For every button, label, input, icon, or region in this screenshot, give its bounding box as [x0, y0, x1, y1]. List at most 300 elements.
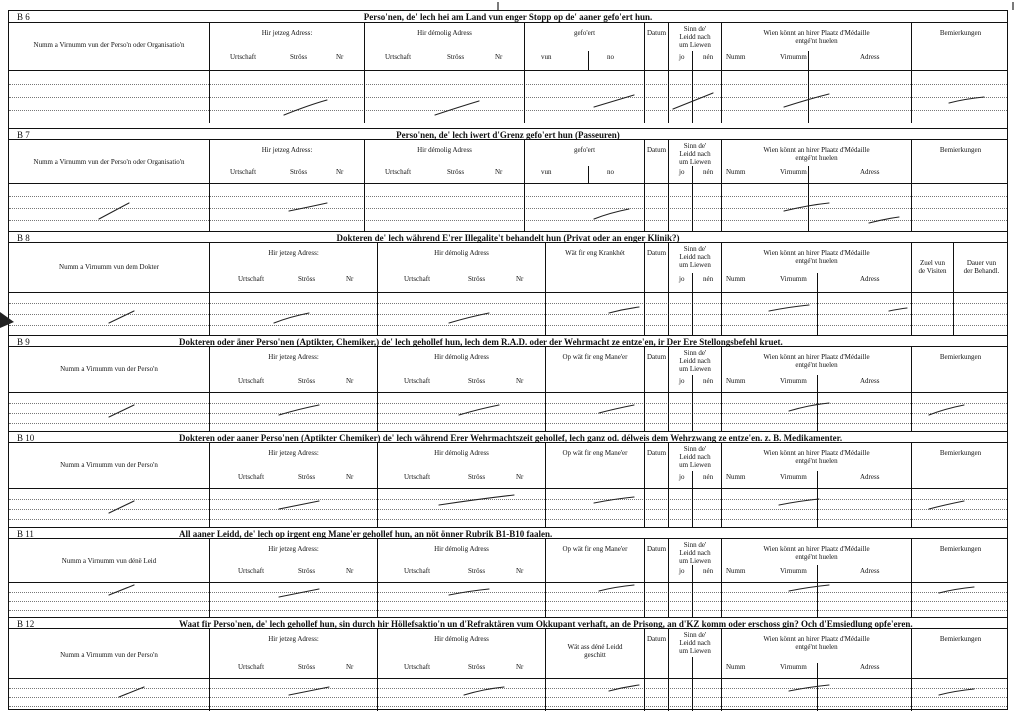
- section-header: [9, 527, 1007, 539]
- row-divider: [9, 403, 1007, 404]
- section-header: [9, 335, 1007, 347]
- bemierkungen-label: Bemierkungen: [939, 545, 982, 553]
- row-divider: [9, 706, 1007, 707]
- col-rule: [911, 71, 912, 123]
- wien-label-1: Wien könnt an hirer Plaatz d'Médaille: [763, 249, 870, 257]
- col-sinn: [668, 243, 721, 292]
- col-rule: [911, 489, 912, 527]
- col-rule: [209, 71, 210, 123]
- sinn-label-3: um Liewen: [679, 461, 711, 469]
- col-gefoert: [524, 23, 644, 70]
- sinn-label-2: Leidd nach: [679, 549, 711, 557]
- entry-rows: [9, 489, 1007, 527]
- col-name: [9, 140, 209, 183]
- col-rule: [644, 393, 645, 431]
- ortschaft-label: Urtschaft: [238, 663, 265, 671]
- row-divider: [9, 325, 1007, 326]
- col-dauer: [953, 243, 1009, 292]
- row-divider: [9, 208, 1007, 209]
- numm-label: Numm: [726, 275, 746, 283]
- jo-label: jo: [679, 168, 685, 176]
- col-addr-now: [209, 23, 364, 70]
- nr-label: Nr: [346, 567, 354, 575]
- col-rule: [668, 293, 669, 335]
- sinn-label-1: Sinn de': [683, 445, 707, 453]
- sinn-label-3: um Liewen: [679, 365, 711, 373]
- stross-label: Ströss: [298, 663, 316, 671]
- section-id: B 6: [17, 12, 30, 22]
- col-addr-now: [209, 347, 377, 392]
- entry-rows: [9, 393, 1007, 431]
- col-sinn: [668, 140, 721, 183]
- sinn-label-2: Leidd nach: [679, 253, 711, 261]
- addr-now-label: Hir jetzeg Adress:: [268, 449, 319, 457]
- nr-label: Nr: [346, 663, 354, 671]
- column-header-row: [9, 347, 1007, 393]
- section-header: [9, 231, 1007, 243]
- jo-nen-divider: [692, 565, 693, 617]
- vun-label: vun: [541, 53, 552, 61]
- adress-label: Adress: [860, 663, 880, 671]
- col-rule: [545, 679, 546, 711]
- vun-label: vun: [541, 168, 552, 176]
- col-rule: [911, 393, 912, 431]
- col-name: [9, 539, 209, 582]
- sinn-label-3: um Liewen: [679, 41, 711, 49]
- col-rule: [209, 583, 210, 617]
- virnumm-label: Virnumm: [780, 377, 807, 385]
- col-op-wat: [545, 443, 644, 488]
- ortschaft-label: Urtschaft: [404, 377, 431, 385]
- entry-rows: [9, 583, 1007, 617]
- col-name-label: Numm a Virnumm vun der Perso'n oder Organisatio'n: [33, 158, 185, 166]
- numm-label: Numm: [726, 377, 746, 385]
- jo-label: jo: [679, 53, 685, 61]
- section-b11: [9, 527, 1007, 617]
- nr-label: Nr: [346, 473, 354, 481]
- col-wien: [721, 23, 911, 70]
- numm-label: Numm: [726, 567, 746, 575]
- col-name: [9, 629, 209, 678]
- nen-label: nén: [703, 275, 714, 283]
- sinn-label-3: um Liewen: [679, 261, 711, 269]
- row-divider: [9, 84, 1007, 85]
- adress-label: Adress: [860, 275, 880, 283]
- col-name-label: Numm a Virnumm vun dénë Leid: [61, 557, 157, 565]
- virnumm-label: Virnumm: [780, 663, 807, 671]
- addr-old-label: Hir démolig Adress: [417, 146, 472, 154]
- col-rule: [377, 393, 378, 431]
- nen-label: nén: [703, 53, 714, 61]
- col-rule: [721, 293, 722, 335]
- ortschaft-label: Urtschaft: [385, 168, 412, 176]
- col-rule: [524, 184, 525, 231]
- col-rule: [364, 71, 365, 123]
- col-datum: [644, 629, 668, 678]
- name-divider: [817, 565, 818, 617]
- col-wien: [721, 539, 911, 582]
- ortschaft-label: Urtschaft: [404, 663, 431, 671]
- sinn-label-1: Sinn de': [683, 631, 707, 639]
- section-b8: [9, 231, 1007, 335]
- col-addr-old: [364, 23, 524, 70]
- section-header: [9, 617, 1007, 629]
- datum-label: Datum: [646, 353, 667, 361]
- wien-label-2: entgé'nt huelen: [795, 553, 838, 561]
- column-header-row: [9, 539, 1007, 583]
- section-title: Dokteren oder äner Perso'nen (Aptikter, Chemiker,) de' lech gehollef hun, lech dem R.A.D. oder der Wehrmacht ze entze'en, ir Der Ere Stellongsbefehl kruet.: [179, 337, 783, 347]
- col-bemierkungen: [911, 629, 1009, 678]
- col-rule: [377, 583, 378, 617]
- virnumm-label: Virnumm: [780, 567, 807, 575]
- col-rule: [668, 184, 669, 231]
- section-title: Dokteren de' lech während E'rer Illegalite't behandelt hun (Privat oder an enger Klinik?): [336, 233, 680, 243]
- col-rule: [209, 393, 210, 431]
- bemierkungen-label: Bemierkungen: [939, 29, 982, 37]
- row-divider: [9, 423, 1007, 424]
- jo-nen-divider: [692, 273, 693, 335]
- col-rule: [377, 293, 378, 335]
- col-rule: [911, 184, 912, 231]
- datum-label: Datum: [646, 249, 667, 257]
- dauer-label-1: Dauer vun: [966, 259, 997, 267]
- dauer-label-2: der Behandl.: [963, 267, 1000, 275]
- col-bemierkungen: [911, 539, 1009, 582]
- col-name: [9, 443, 209, 488]
- no-label: no: [607, 168, 614, 176]
- jo-nen-divider: [692, 166, 693, 231]
- col-sinn: [668, 23, 721, 70]
- stross-label: Ströss: [298, 377, 316, 385]
- entry-rows: [9, 293, 1007, 335]
- section-id: B 8: [17, 233, 30, 243]
- virnumm-label: Virnumm: [780, 473, 807, 481]
- col-sinn: [668, 629, 721, 678]
- datum-label: Datum: [646, 545, 667, 553]
- row-divider: [9, 97, 1007, 98]
- sinn-label-3: um Liewen: [679, 158, 711, 166]
- column-header-row: [9, 243, 1007, 293]
- col-rule: [644, 489, 645, 527]
- nr-label: Nr: [516, 663, 524, 671]
- name-divider: [808, 51, 809, 123]
- col-addr-old: [377, 243, 545, 292]
- nr-label: Nr: [516, 567, 524, 575]
- col-addr-old: [364, 140, 524, 183]
- col-rule: [644, 679, 645, 711]
- addr-now-label: Hir jetzeg Adress:: [268, 353, 319, 361]
- vun-no-divider: [588, 166, 589, 184]
- jo-label: jo: [679, 377, 685, 385]
- col-rule: [545, 293, 546, 335]
- adress-label: Adress: [860, 567, 880, 575]
- col-rule: [721, 489, 722, 527]
- bemierkungen-label: Bemierkungen: [939, 353, 982, 361]
- col-rule: [721, 583, 722, 617]
- stross-label: Ströss: [468, 663, 486, 671]
- row-divider: [9, 499, 1007, 500]
- nr-label: Nr: [346, 377, 354, 385]
- col-rule: [545, 489, 546, 527]
- col-rule: [668, 71, 669, 123]
- sinn-label-1: Sinn de': [683, 245, 707, 253]
- op-wat-label: Op wät fir eng Mane'er: [562, 449, 628, 457]
- col-wien: [721, 140, 911, 183]
- wien-label-1: Wien könnt an hirer Plaatz d'Médaille: [763, 635, 870, 643]
- nr-label: Nr: [516, 473, 524, 481]
- ortschaft-label: Urtschaft: [238, 567, 265, 575]
- column-header-row: [9, 629, 1007, 679]
- section-header: [9, 11, 1007, 23]
- col-addr-now: [209, 243, 377, 292]
- sinn-label-2: Leidd nach: [679, 357, 711, 365]
- section-title: All aaner Leidd, de' lech op irgent eng Mane'er gehollef hun, an nöt önner Rubrik B1-B10 faalen.: [179, 529, 553, 539]
- col-wien: [721, 243, 911, 292]
- col-wat-geschitt: [545, 629, 644, 678]
- nr-label: Nr: [516, 377, 524, 385]
- form-sheet: [8, 10, 1008, 710]
- jo-nen-divider: [692, 375, 693, 431]
- adress-label: Adress: [860, 168, 880, 176]
- row-divider: [9, 509, 1007, 510]
- nen-label: nén: [703, 168, 714, 176]
- vun-no-divider: [588, 51, 589, 71]
- wat-label-2: geschitt: [584, 651, 606, 659]
- wien-label-1: Wien könnt an hirer Plaatz d'Médaille: [763, 146, 870, 154]
- col-rule: [209, 184, 210, 231]
- col-rule: [721, 71, 722, 123]
- sinn-label-2: Leidd nach: [679, 639, 711, 647]
- numm-label: Numm: [726, 53, 746, 61]
- section-title: Perso'nen, de' lech hei am Land vun enger Stopp op de' aaner gefo'ert hun.: [363, 12, 653, 22]
- nr-label: Nr: [346, 275, 354, 283]
- col-wien: [721, 443, 911, 488]
- wien-label-2: entgé'nt huelen: [795, 457, 838, 465]
- stross-label: Ströss: [468, 377, 486, 385]
- col-krankhet: [545, 243, 644, 292]
- row-divider: [9, 697, 1007, 698]
- row-divider: [9, 196, 1007, 197]
- addr-old-label: Hir démolig Adress: [417, 29, 472, 37]
- row-divider: [9, 610, 1007, 611]
- wien-label-1: Wien könnt an hirer Plaatz d'Médaille: [763, 353, 870, 361]
- col-sinn: [668, 443, 721, 488]
- ortschaft-label: Urtschaft: [230, 168, 257, 176]
- virnumm-label: Virnumm: [780, 53, 807, 61]
- numm-label: Numm: [726, 663, 746, 671]
- section-title: Waat fir Perso'nen, de' lech gehollef hun, sin durch hir Höllefsaktio'n un d'Refraktären vum Okkupant verhaft, an de Prisong, an d'KZ komm oder erschoss gin? Och d'Emsiedlung opfe'eren.: [179, 619, 913, 629]
- ortschaft-label: Urtschaft: [404, 275, 431, 283]
- nr-label: Nr: [336, 168, 344, 176]
- col-gefoert: [524, 140, 644, 183]
- col-zuel-visiten: [911, 243, 953, 292]
- col-rule: [545, 583, 546, 617]
- col-bemierkungen: [911, 347, 1009, 392]
- jo-nen-divider: [692, 51, 693, 123]
- col-rule: [209, 489, 210, 527]
- col-rule: [668, 679, 669, 711]
- stross-label: Ströss: [298, 473, 316, 481]
- col-rule: [953, 293, 954, 335]
- stross-label: Ströss: [447, 168, 465, 176]
- stross-label: Ströss: [298, 567, 316, 575]
- section-b7: [9, 128, 1007, 231]
- section-title: Perso'nen, de' lech iwert d'Grenz gefo'ert hun (Passeuren): [396, 130, 620, 140]
- nen-label: nén: [703, 567, 714, 575]
- datum-label: Datum: [646, 146, 667, 154]
- jo-nen-divider: [692, 471, 693, 527]
- row-divider: [9, 592, 1007, 593]
- row-divider: [9, 110, 1007, 111]
- stross-label: Ströss: [447, 53, 465, 61]
- col-rule: [364, 184, 365, 231]
- col-datum: [644, 243, 668, 292]
- section-b9: [9, 335, 1007, 431]
- nen-label: nén: [703, 473, 714, 481]
- col-rule: [721, 679, 722, 711]
- col-wien: [721, 347, 911, 392]
- col-name-label: Numm a Virnumm vun der Perso'n: [60, 365, 158, 373]
- row-divider: [9, 413, 1007, 414]
- col-op-wat: [545, 539, 644, 582]
- section-id: B 11: [17, 529, 34, 539]
- bemierkungen-label: Bemierkungen: [939, 635, 982, 643]
- col-rule: [377, 489, 378, 527]
- addr-old-label: Hir démolig Adress: [434, 545, 489, 553]
- no-label: no: [607, 53, 614, 61]
- col-name-label: Numm a Virnumm vun der Perso'n oder Organisatio'n: [33, 41, 185, 49]
- stross-label: Ströss: [298, 275, 316, 283]
- wien-label-2: entgé'nt huelen: [795, 643, 838, 651]
- col-addr-old: [377, 443, 545, 488]
- jo-label: jo: [679, 473, 685, 481]
- jo-label: jo: [679, 567, 685, 575]
- adress-label: Adress: [860, 473, 880, 481]
- col-rule: [644, 293, 645, 335]
- col-rule: [911, 679, 912, 711]
- col-name: [9, 23, 209, 70]
- sinn-label-2: Leidd nach: [679, 150, 711, 158]
- row-divider: [9, 220, 1007, 221]
- section-header: [9, 431, 1007, 443]
- col-addr-old: [377, 347, 545, 392]
- col-rule: [668, 393, 669, 431]
- col-name: [9, 347, 209, 392]
- name-divider: [817, 471, 818, 527]
- row-divider: [9, 688, 1007, 689]
- name-divider: [808, 166, 809, 231]
- col-rule: [644, 184, 645, 231]
- nr-label: Nr: [495, 168, 503, 176]
- datum-label: Datum: [646, 29, 667, 37]
- name-divider: [817, 273, 818, 335]
- wien-label-1: Wien könnt an hirer Plaatz d'Médaille: [763, 29, 870, 37]
- gefoert-label: gefo'ert: [573, 146, 596, 154]
- col-datum: [644, 443, 668, 488]
- entry-rows: [9, 679, 1007, 711]
- ortschaft-label: Urtschaft: [404, 473, 431, 481]
- addr-old-label: Hir démolig Adress: [434, 635, 489, 643]
- section-title: Dokteren oder aaner Perso'nen (Aptikter Chemiker) de' lech während Erer Wehrmachtszeit gehollef, lech ganz od. délweis dem Wehrzwang ze entze'en. z. B. Medikamenter.: [179, 433, 843, 443]
- col-datum: [644, 140, 668, 183]
- ortschaft-label: Urtschaft: [385, 53, 412, 61]
- col-wien: [721, 629, 911, 678]
- col-rule: [644, 583, 645, 617]
- wien-label-2: entgé'nt huelen: [795, 37, 838, 45]
- stross-label: Ströss: [290, 168, 308, 176]
- col-rule: [644, 71, 645, 123]
- col-name-label: Numm a Virnumm vun der Perso'n: [60, 651, 158, 659]
- addr-now-label: Hir jetzeg Adress:: [261, 146, 313, 154]
- col-addr-old: [377, 629, 545, 678]
- adress-label: Adress: [860, 53, 880, 61]
- section-header: [9, 128, 1007, 140]
- col-bemierkungen: [911, 140, 1009, 183]
- col-name: [9, 243, 209, 292]
- col-op-wat: [545, 347, 644, 392]
- stross-label: Ströss: [468, 473, 486, 481]
- virnumm-label: Virnumm: [780, 168, 807, 176]
- wien-label-1: Wien könnt an hirer Plaatz d'Médaille: [763, 449, 870, 457]
- adress-label: Adress: [860, 377, 880, 385]
- addr-now-label: Hir jetzeg Adress:: [268, 249, 319, 257]
- col-addr-old: [377, 539, 545, 582]
- op-wat-label: Op wät fir eng Mane'er: [562, 353, 628, 361]
- wien-label-2: entgé'nt huelen: [795, 257, 838, 265]
- nr-label: Nr: [495, 53, 503, 61]
- row-divider: [9, 303, 1007, 304]
- sinn-label-1: Sinn de': [683, 25, 707, 33]
- stross-label: Ströss: [290, 53, 308, 61]
- addr-now-label: Hir jetzeg Adress:: [268, 635, 319, 643]
- sinn-label-1: Sinn de': [683, 349, 707, 357]
- col-rule: [209, 679, 210, 711]
- name-divider: [817, 663, 818, 711]
- col-rule: [377, 679, 378, 711]
- zuel-label-1: Zuel vun: [919, 259, 946, 267]
- col-addr-now: [209, 629, 377, 678]
- virnumm-label: Virnumm: [780, 275, 807, 283]
- section-id: B 10: [17, 433, 35, 443]
- datum-label: Datum: [646, 635, 667, 643]
- stross-label: Ströss: [468, 567, 486, 575]
- numm-label: Numm: [726, 168, 746, 176]
- sinn-label-3: um Liewen: [679, 647, 711, 655]
- section-id: B 9: [17, 337, 30, 347]
- numm-label: Numm: [726, 473, 746, 481]
- row-divider: [9, 519, 1007, 520]
- sinn-label-2: Leidd nach: [679, 453, 711, 461]
- column-header-row: [9, 23, 1007, 71]
- ortschaft-label: Urtschaft: [238, 377, 265, 385]
- jo-label: jo: [679, 275, 685, 283]
- addr-old-label: Hir démolig Adress: [434, 249, 489, 257]
- col-addr-now: [209, 140, 364, 183]
- col-addr-now: [209, 443, 377, 488]
- col-bemierkungen: [911, 23, 1009, 70]
- addr-old-label: Hir démolig Adress: [434, 449, 489, 457]
- section-id: B 12: [17, 619, 35, 629]
- col-sinn: [668, 539, 721, 582]
- column-header-row: [9, 140, 1007, 184]
- ortschaft-label: Urtschaft: [404, 567, 431, 575]
- col-addr-now: [209, 539, 377, 582]
- section-id: B 7: [17, 130, 30, 140]
- col-rule: [545, 393, 546, 431]
- col-rule: [721, 184, 722, 231]
- krankhet-label: Wät fir eng Krankhét: [565, 249, 625, 257]
- jo-nen-divider: [692, 657, 693, 711]
